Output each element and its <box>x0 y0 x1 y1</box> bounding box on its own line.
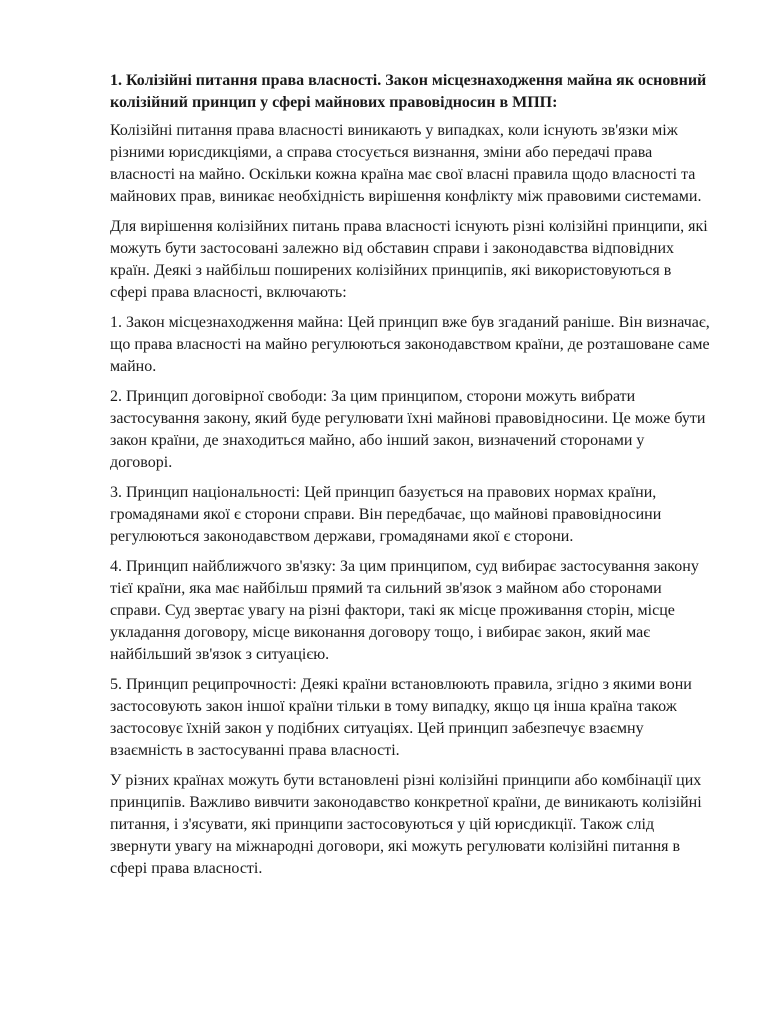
paragraph-principle-1: 1. Закон місцезнаходження майна: Цей принцип вже був згаданий раніше. Він визначає, що права власності на майно регулюються законодавством країни, де розташоване саме майно. <box>110 314 710 375</box>
paragraph-conclusion: У різних країнах можуть бути встановлені різні колізійні принципи або комбінації цих принципів. Важливо вивчити законодавство конкретної країни, де виникають колізійні питання, і з'ясувати, які принципи застосовуються у цій юрисдикції. Також слід звернути увагу на міжнародні договори, які можуть регулювати колізійні питання в сфері права власності. <box>110 772 702 877</box>
paragraph-principle-3: 3. Принцип національності: Цей принцип базується на правових нормах країни, громадянами якої є сторони справи. Він передбачає, що майнові правовідносини регулюються законодавством держави, громадянами якої є сторони. <box>110 484 662 545</box>
document-page <box>110 70 710 888</box>
document-heading: 1. Колізійні питання права власності. Закон місцезнаходження майна як основний колізійний принцип у сфері майнових правовідносин в МПП: <box>110 72 707 111</box>
paragraph-principles-intro: Для вирішення колізійних питань права власності існують різні колізійні принципи, які можуть бути застосовані залежно від обставин справи і законодавства відповідних країн. Деякі з найбільш поширених колізійних принципів, які використовуються в сфері права власності, включають: <box>110 218 708 301</box>
paragraph-principle-4: 4. Принцип найближчого зв'язку: За цим принципом, суд вибирає застосування закону тієї країни, яка має найбільш прямий та сильний зв'язок з майном або сторонами справи. Суд звертає увагу на різні фактори, такі як місце проживання сторін, місце укладання договору, місце виконання договору тощо, і вибирає закон, який має найбільший зв'язок з ситуацією. <box>110 558 699 663</box>
paragraph-principle-5: 5. Принцип реципрочності: Деякі країни встановлюють правила, згідно з якими вони застосовують закон іншої країни тільки в тому випадку, якщо ця інша країна також застосовує їхній закон у подібних ситуаціях. Цей принцип забезпечує взаємну взаємність в застосуванні права власності. <box>110 676 692 759</box>
paragraph-intro: Колізійні питання права власності виникають у випадках, коли існують зв'язки між різними юрисдикціями, а справа стосується визнання, зміни або передачі права власності на майно. Оскільки кожна країна має свої власні правила щодо власності та майнових прав, виникає необхідність вирішення конфлікту між правовими системами. <box>110 122 702 205</box>
paragraph-principle-2: 2. Принцип договірної свободи: За цим принципом, сторони можуть вибрати застосування закону, який буде регулювати їхні майнові правовідносини. Це може бути закон країни, де знаходиться майно, або інший закон, визначений сторонами у договорі. <box>110 388 706 471</box>
